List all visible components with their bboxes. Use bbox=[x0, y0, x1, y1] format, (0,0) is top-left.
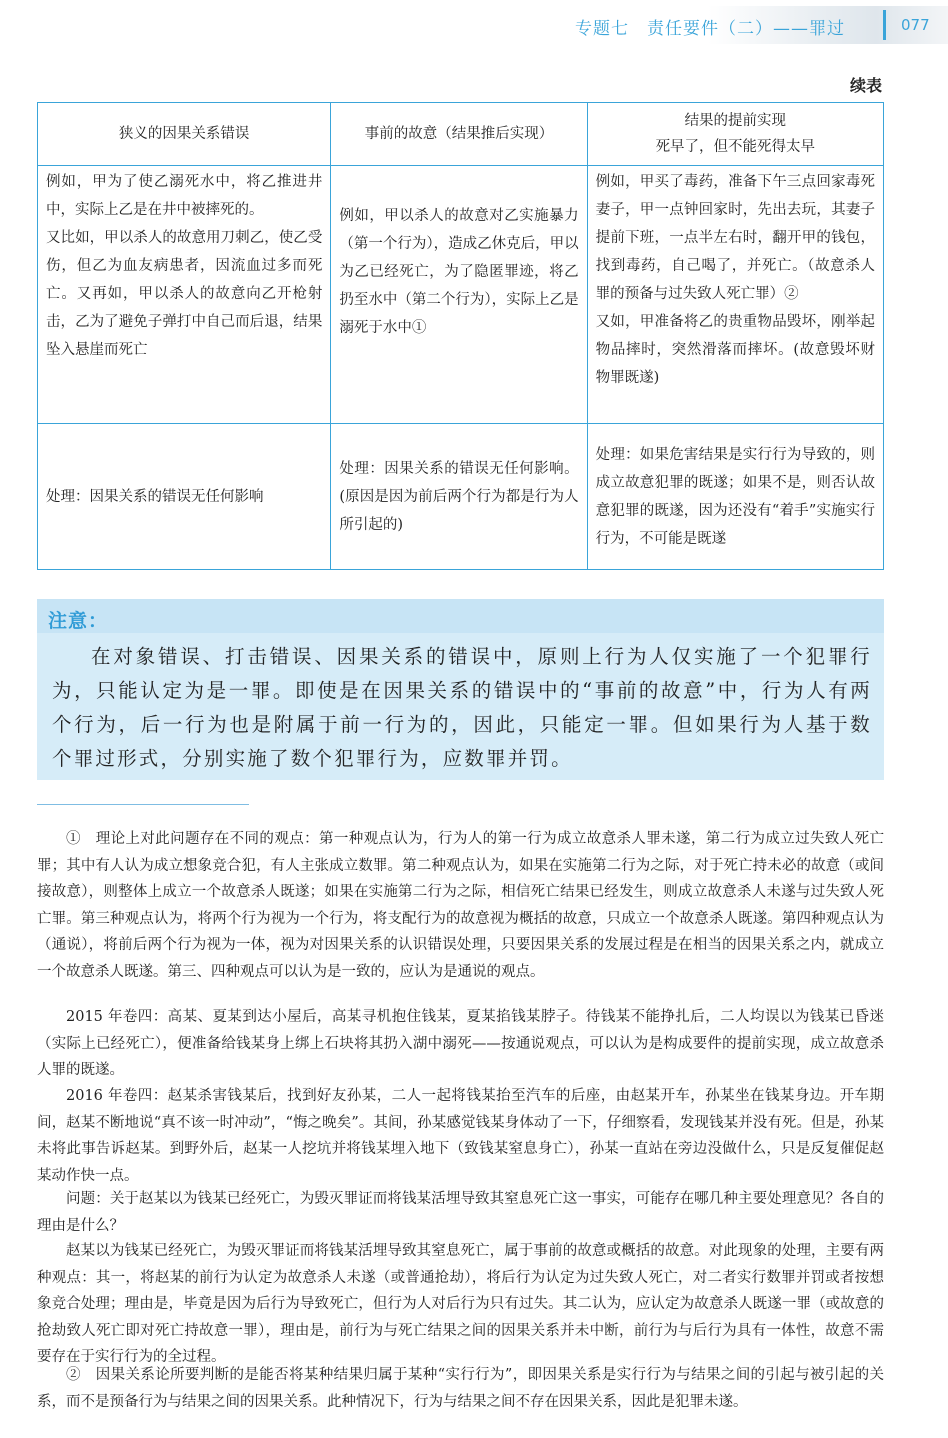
table-row bbox=[38, 166, 884, 424]
treatment-text: 处理：因果关系的错误无任何影响。(原因是因为前后两个行为都是行为人所引起的) bbox=[339, 460, 579, 533]
table-cell bbox=[38, 424, 331, 570]
table-cell bbox=[587, 166, 883, 424]
table-header-cell bbox=[38, 103, 331, 166]
footnote-case-2015: 2015 年卷四：高某、夏某到达小屋后，高某寻机抱住钱某，夏某掐钱某脖子。待钱某不能挣扎后，二人均误以为钱某已昏迷（实际上已经死亡），便准备给钱某身上绑上石块将其扔入湖中溺死——按通说观点，可以认为是构成要件的提前实现，成立故意杀人罪的既遂。 bbox=[37, 1009, 884, 1078]
treatment-text: 处理：如果危害结果是实行行为导致的，则成立故意犯罪的既遂；如果不是，则否认故意犯罪的既遂，因为还没有“着手”实施实行行为，不可能是既遂 bbox=[595, 446, 875, 547]
footnote-question: 问题：关于赵某以为钱某已经死亡，为毁灭罪证而将钱某活埋导致其窒息死亡这一事实，可能存在哪几种主要处理意见？各自的理由是什么？ bbox=[37, 1191, 884, 1234]
header-line: 死早了，但不能死得太早 bbox=[655, 139, 816, 155]
footnote-answer: 赵某以为钱某已经死亡，为毁灭罪证而将钱某活埋导致其窒息死亡，属于事前的故意或概括的故意。对此现象的处理，主要有两种观点：其一，将赵某的前行为认定为故意杀人未遂（或普通抢劫），将后行为认定为过失致人死亡，对二者实行数罪并罚或者按想象竞合处理；理由是，毕竟是因为后行为导致死亡，但行为人对后行为只有过失。其二认为，应认定为故意杀人既遂一罪（或故意的抢劫致人死亡即对死亡持故意一罪），理由是，前行为与死亡结果之间的因果关系并未中断，前行为与后行为具有一体性，故意不需要存在于实行行为的全过程。 bbox=[37, 1243, 884, 1365]
table-header-row bbox=[38, 103, 884, 166]
header-line: 事前的故意（结果推后实现） bbox=[364, 126, 554, 142]
note-title: 注意： bbox=[48, 610, 109, 632]
table-cell bbox=[38, 166, 331, 424]
table-row bbox=[38, 424, 884, 570]
treatment-text: 处理：因果关系的错误无任何影响 bbox=[46, 488, 264, 505]
note-body: 在对象错误、打击错误、因果关系的错误中，原则上行为人仅实施了一个犯罪行为，只能认定为是一罪。即使是在因果关系的错误中的“事前的故意”中，行为人有两个行为，后一行为也是附属于前一行为的，因此，只能定一罪。但如果行为人基于数个罪过形式，分别实施了数个犯罪行为，应数罪并罚。 bbox=[52, 645, 872, 770]
header-divider bbox=[883, 10, 886, 40]
header-line: 结果的提前实现 bbox=[684, 113, 787, 129]
footnote-2: ② 因果关系论所要判断的是能否将某种结果归属于某种“实行行为”，即因果关系是实行行为与结果之间的引起与被引起的关系，而不是预备行为与结果之间的因果关系。此种情况下，行为与结果之间不存在因果关系，因此是犯罪未遂。 bbox=[37, 1367, 884, 1410]
footnote-1: ① 理论上对此问题存在不同的观点：第一种观点认为，行为人的第一行为成立故意杀人罪未遂，第二行为成立过失致人死亡罪；其中有人认为成立想象竞合犯，有人主张成立数罪。第二种观点认为，如果在实施第二行为之际，对于死亡持未必的故意（或间接故意），则整体上成立一个故意杀人既遂；如果在实施第二行为之际，相信死亡结果已经发生，则成立故意杀人未遂与过失致人死亡罪。第三种观点认为，将两个行为视为一个行为，将支配行为的故意视为概括的故意，只成立一个故意杀人既遂。第四种观点认为（通说），将前后两个行为视为一体，视为对因果关系的认识错误处理，只要因果关系的发展过程是在相当的因果关系之内，就成立一个故意杀人既遂。第三、四种观点可以认为是一致的，应认为是通说的观点。 bbox=[37, 831, 884, 980]
example-text: 例如，甲买了毒药，准备下午三点回家毒死妻子，甲一点钟回家时，先出去玩，其妻子提前下班，一点半左右时，翻开甲的钱包，找到毒药，自己喝了，并死亡。（故意杀人罪的预备与过失致人死亡罪）② bbox=[595, 174, 875, 302]
header-line: 狭义的因果关系错误 bbox=[118, 126, 250, 142]
example-text: 例如，甲以杀人的故意对乙实施暴力（第一个行为），造成乙休克后，甲以为乙已经死亡，为了隐匿罪迹，将乙扔至水中（第二个行为），实际上乙是溺死于水中① bbox=[339, 208, 579, 336]
example-text: 又如，甲准备将乙的贵重物品毁坏，刚举起物品摔时，突然滑落而摔坏。(故意毁坏财物罪既遂) bbox=[595, 314, 875, 386]
table-header-cell bbox=[587, 103, 883, 166]
footnote-case-2016: 2016 年卷四：赵某杀害钱某后，找到好友孙某，二人一起将钱某抬至汽车的后座，由赵某开车，孙某坐在钱某身边。开车期间，赵某不断地说“真不该一时冲动”，“悔之晚矣”。其间，孙某感觉钱某身体动了一下，仔细察看，发现钱某并没有死。但是，孙某未将此事告诉赵某。到野外后，赵某一人挖坑并将钱某埋入地下（致钱某窒息身亡），孙某一直站在旁边没做什么，只是反复催促赵某动作快一点。 bbox=[37, 1088, 884, 1184]
table-cell bbox=[331, 166, 587, 424]
continued-label: 续表 bbox=[849, 76, 882, 95]
page-header bbox=[0, 0, 948, 50]
footnote-divider bbox=[37, 804, 249, 805]
page-number: 077 bbox=[901, 16, 930, 34]
note-title-band bbox=[37, 599, 884, 633]
causation-error-table bbox=[37, 102, 884, 570]
table-cell bbox=[331, 424, 587, 570]
example-text: 例如，甲为了使乙溺死水中，将乙推进井中，实际上乙是在井中被摔死的。 bbox=[46, 174, 323, 218]
chapter-title: 专题七 责任要件（二）——罪过 bbox=[575, 19, 845, 39]
example-text: 又比如，甲以杀人的故意用刀刺乙，使乙受伤，但乙为血友病患者，因流血过多而死亡。又再如，甲以杀人的故意向乙开枪射击，乙为了避免子弹打中自己而后退，结果坠入悬崖而死亡 bbox=[46, 230, 323, 358]
table-header-cell bbox=[331, 103, 587, 166]
table-cell bbox=[587, 424, 883, 570]
